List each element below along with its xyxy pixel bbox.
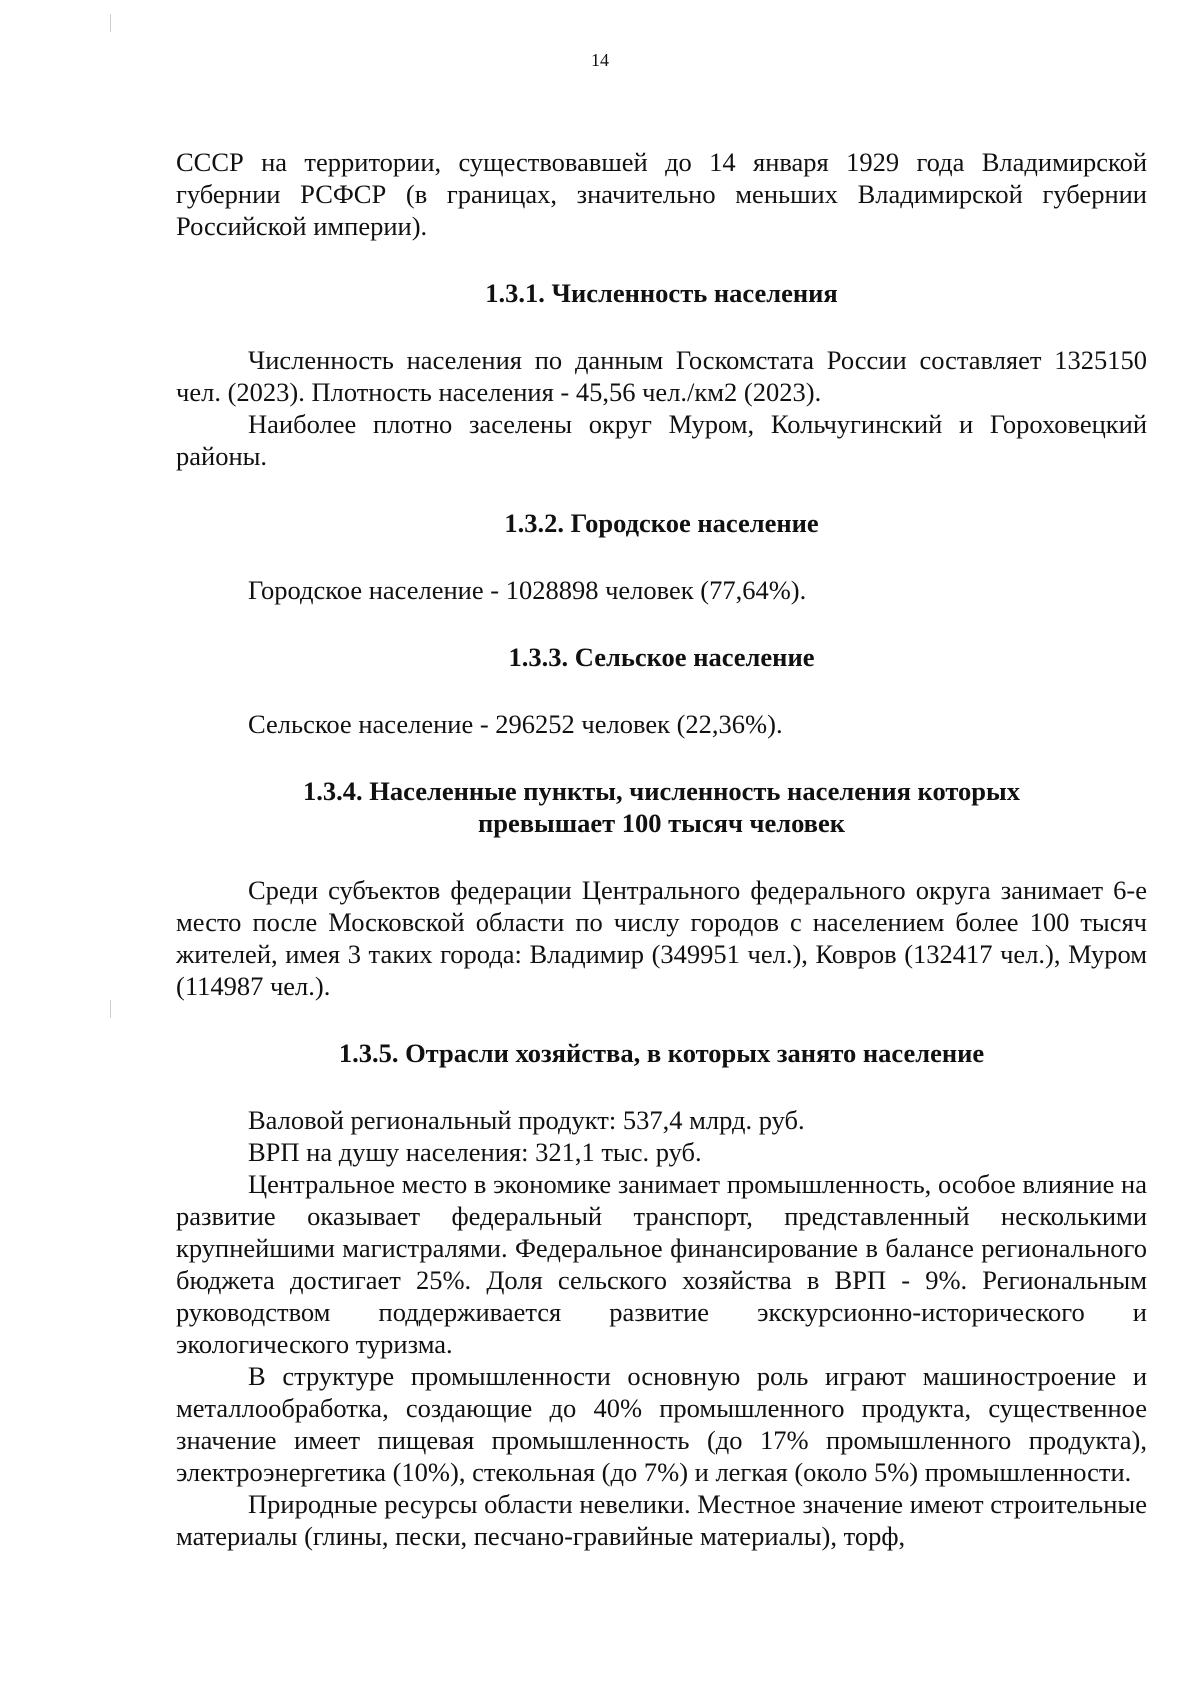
paragraph-natural-resources: Природные ресурсы области невелики. Местное значение имеют строительные материалы (глины, пески, песчано-гравийные материалы), торф,	[176, 1489, 1147, 1551]
paragraph-industry-structure: В структуре промышленности основную роль играют машиностроение и металлообработка, создающие до 40% промышленного продукта, существенное значение имеет пищевая промышленность (до 17% промышленного продукта), электроэнергетика (10%), стекольная (до 7%) и легкая (около 5%) промышленности.	[176, 1361, 1147, 1487]
heading-large-settlements-line2: превышает 100 тысяч человек	[477, 808, 846, 838]
paragraph-grp: Валовой региональный продукт: 537,4 млрд. руб.	[248, 1105, 805, 1135]
scan-artifact	[110, 1000, 111, 1018]
heading-population-size: 1.3.1. Численность населения	[485, 278, 838, 308]
heading-large-settlements	[176, 775, 1147, 839]
heading-rural-population: 1.3.3. Сельское население	[508, 642, 815, 672]
paragraph-population-density: Наиболее плотно заселены округ Муром, Кольчугинский и Гороховецкий районы.	[176, 409, 1147, 471]
paragraph-large-settlements: Среди субъектов федерации Центрального федерального округа занимает 6-е место после Московской области по числу городов с населением более 100 тысяч жителей, имея 3 таких города: Владимир (349951 чел.), Ковров (132417 чел.), Муром (114987 чел.).	[176, 875, 1147, 1001]
scan-artifact	[110, 14, 111, 32]
paragraph-population-size: Численность населения по данным Госкомстата России составляет 1325150 чел. (2023). Плотность населения - 45,56 чел./км2 (2023).	[176, 345, 1147, 407]
paragraph-grp-per-capita: ВРП на душу населения: 321,1 тыс. руб.	[248, 1137, 702, 1167]
page-number: 14	[591, 50, 609, 70]
heading-large-settlements-line1: 1.3.4. Населенные пункты, численность населения которых	[303, 776, 1020, 806]
heading-urban-population: 1.3.2. Городское население	[504, 508, 819, 538]
paragraph-rural-population: Сельское население - 296252 человек (22,36%).	[248, 709, 783, 739]
paragraph-intro: СССР на территории, существовавшей до 14 января 1929 года Владимирской губернии РСФСР (в границах, значительно меньших Владимирской губернии Российской империи).	[176, 147, 1147, 241]
heading-economy-sectors: 1.3.5. Отрасли хозяйства, в которых занято население	[338, 1038, 985, 1068]
paragraph-economy-overview: Центральное место в экономике занимает промышленность, особое влияние на развитие оказывает федеральный транспорт, представленный несколькими крупнейшими магистралями. Федеральное финансирование в балансе регионального бюджета достигает 25%. Доля сельского хозяйства в ВРП - 9%. Региональным руководством поддерживается развитие экскурсионно-исторического и экологического туризма.	[176, 1169, 1147, 1359]
document-body	[176, 146, 1147, 1552]
paragraph-urban-population: Городское население - 1028898 человек (77,64%).	[248, 575, 807, 605]
